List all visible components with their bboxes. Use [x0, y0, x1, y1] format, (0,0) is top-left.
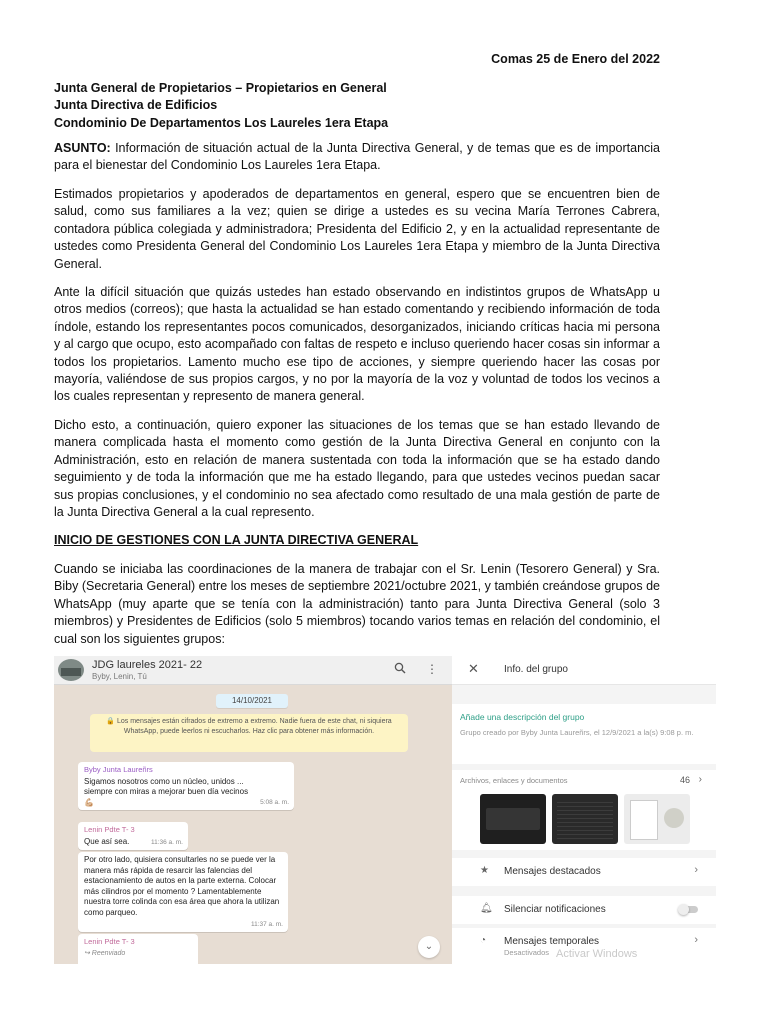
- chevron-right-icon: ›: [698, 774, 702, 785]
- body-paragraph-1: Estimados propietarios y apoderados de departamentos en general, espero que se encuentren bien de salud, como sus familiares a la vez; quien se dirige a ustedes es su vecina María Terrones Cabrera, contadora pública colegiada y administradora; Presidenta del Edificio 2, y en la actualidad representante de ustedes como Presidenta General del Condominio Los Laureles 1era Etapa y miembro de la Junta Directiva General.: [54, 187, 660, 271]
- chat-header: [54, 656, 452, 685]
- message-text: Sigamos nosotros como un núcleo, unidos ... siempre con miras a mejorar buen día vecinos 💪🏼: [84, 776, 249, 807]
- files-label: Archivos, enlaces y documentos: [460, 776, 568, 785]
- media-thumbnail[interactable]: [480, 794, 546, 844]
- body-paragraph-2: Ante la difícil situación que quizás ustedes han estado observando en indistintos grupos de WhatsApp u otros medios (correos); que hasta la actualidad se han estado comentando y recibiendo información de toda índole, estando los representantes pocos comunicados, desorganizados, iniciando críticas hacia mi persona y al cargo que ocupo, esto acompañado con faltas de respeto e incluso queriendo hacer cosas sin informar a todos los propietarios. Lamento mucho ese tipo de acciones, y siempre queriendo hacer las cosas por mayoría, valiéndose de sus propios cargos, y no por la mayoría de la voz y voluntad de todos los vecinos a los cuales representan y represento de manera general.: [54, 285, 660, 404]
- asunto-paragraph: [54, 140, 660, 175]
- forwarded-label: ↪ Reenviado: [84, 949, 126, 957]
- add-description-link[interactable]: Añade una descripción del grupo: [460, 712, 585, 722]
- message-text: Que así sea.: [84, 836, 130, 846]
- files-count: 46: [679, 775, 690, 785]
- encryption-notice[interactable]: [90, 714, 408, 752]
- message-time: 11:37 a. m.: [250, 920, 283, 928]
- bell-icon: 🔔︎: [480, 903, 493, 914]
- body-paragraph-3: Dicho esto, a continuación, quiero exponer las situaciones de los temas que se han estado llevando de manera complicada hasta el momento como gestión de la Junta Directiva General en conjunto con la Administración, esto en relación de manera sustentada con toda la información que se ha estado dando seguimiento y de toda la información que me ha estado llegando, para que ustedes vecinos puedan sacar sus propias conclusiones, y el condominio no sea afectado como resultado de una mala gestión de parte de la Junta Directiva General a la cual represento.: [54, 418, 660, 520]
- message-sender: Byby Junta Laureñrs: [84, 765, 153, 774]
- encryption-text: Los mensajes están cifrados de extremo a extremo. Nadie fuera de este chat, ni siquiera WhatsApp, puede leerlos ni escucharlos. Haz clic para obtener más información.: [116, 718, 392, 735]
- activate-windows-watermark: Activar Windows: [556, 948, 638, 960]
- chevron-right-icon: ›: [694, 934, 698, 946]
- message-bubble[interactable]: [78, 762, 294, 810]
- mute-label: Silenciar notificaciones: [504, 904, 606, 915]
- group-info-header: [452, 656, 716, 685]
- message-time: 5:08 a. m.: [260, 798, 289, 806]
- group-created-text: Grupo creado por Byby Junta Laureñrs, el 12/9/2021 a la(s) 9:08 p. m.: [460, 728, 694, 737]
- temporal-label: Mensajes temporales: [504, 936, 600, 947]
- recipient-line: Junta Directiva de Edificios: [54, 98, 218, 113]
- search-icon[interactable]: [394, 662, 406, 677]
- chat-members: Byby, Lenin, Tú: [92, 672, 147, 681]
- media-thumbnail[interactable]: [552, 794, 618, 844]
- chat-panel: [54, 656, 452, 964]
- message-sender: Lenin Pdte T- 3: [84, 937, 135, 946]
- group-info-panel: [452, 656, 716, 964]
- timer-icon: ◔: [480, 935, 487, 946]
- starred-label: Mensajes destacados: [504, 866, 601, 877]
- chevron-down-icon: ⌄: [424, 941, 434, 952]
- starred-messages-row[interactable]: [452, 858, 716, 886]
- files-block[interactable]: [452, 770, 716, 850]
- asunto-label: ASUNTO:: [54, 141, 111, 155]
- date-chip: 14/10/2021: [216, 694, 288, 708]
- section-paragraph: Cuando se iniciaba las coordinaciones de la manera de trabajar con el Sr. Lenin (Tesorero General) y Sra. Biby (Secretaria General) entre los meses de septiembre 2021/octubre 2021, y también creándose grupos de WhatsApp (muy aparte que se tenía con la administración) tanto para Junta Directiva General (solo 3 miembros) y Presidentes de Edificios (solo 5 miembros) tocando varios temas en relación del condominio, el cual son los siguientes grupos:: [54, 562, 660, 646]
- close-icon[interactable]: ✕: [468, 661, 479, 676]
- mute-notifications-row[interactable]: [452, 896, 716, 924]
- media-thumbnail[interactable]: [624, 794, 690, 844]
- star-icon: ★: [480, 865, 489, 876]
- group-avatar[interactable]: [58, 659, 84, 681]
- group-description-block: [452, 704, 716, 764]
- mute-toggle[interactable]: [680, 906, 698, 913]
- lock-icon: 🔒: [106, 718, 117, 725]
- message-text: Por otro lado, quisiera consultarles no se puede ver la manera más rápida de resarcir las falencias del estacionamiento de autos en la parte externa. Colocar más cilindros por el momento ? Lamentablemente nuestra torre colinda con esa área que ahora la utilizan como parqueo.: [84, 855, 280, 917]
- asunto-text: Información de situación actual de la Junta Directiva General, y de temas que es de importancia para el bienestar del Condominio Los Laureles 1era Etapa.: [54, 141, 660, 173]
- recipient-line: Condominio De Departamentos Los Laureles 1era Etapa: [54, 115, 389, 130]
- chat-group-name[interactable]: JDG laureles 2021- 22: [92, 659, 203, 671]
- section-title: INICIO DE GESTIONES CON LA JUNTA DIRECTIVA GENERAL: [54, 533, 419, 547]
- whatsapp-screenshot: [54, 656, 716, 964]
- letter-date: Comas 25 de Enero del 2022: [491, 52, 660, 66]
- temporal-status: Desactivados: [504, 948, 550, 957]
- message-bubble[interactable]: [78, 822, 188, 850]
- message-bubble[interactable]: [78, 852, 288, 932]
- scroll-down-button[interactable]: [418, 936, 440, 958]
- more-options-icon[interactable]: ⋮: [426, 662, 438, 676]
- message-time: 11:36 a. m.: [150, 838, 183, 846]
- message-bubble[interactable]: [78, 934, 198, 964]
- chevron-right-icon: ›: [694, 864, 698, 876]
- group-info-title: Info. del grupo: [504, 664, 568, 675]
- recipients-block: [54, 80, 388, 132]
- message-sender: Lenin Pdte T- 3: [84, 825, 135, 834]
- recipient-line: Junta General de Propietarios – Propietarios en General: [54, 81, 387, 95]
